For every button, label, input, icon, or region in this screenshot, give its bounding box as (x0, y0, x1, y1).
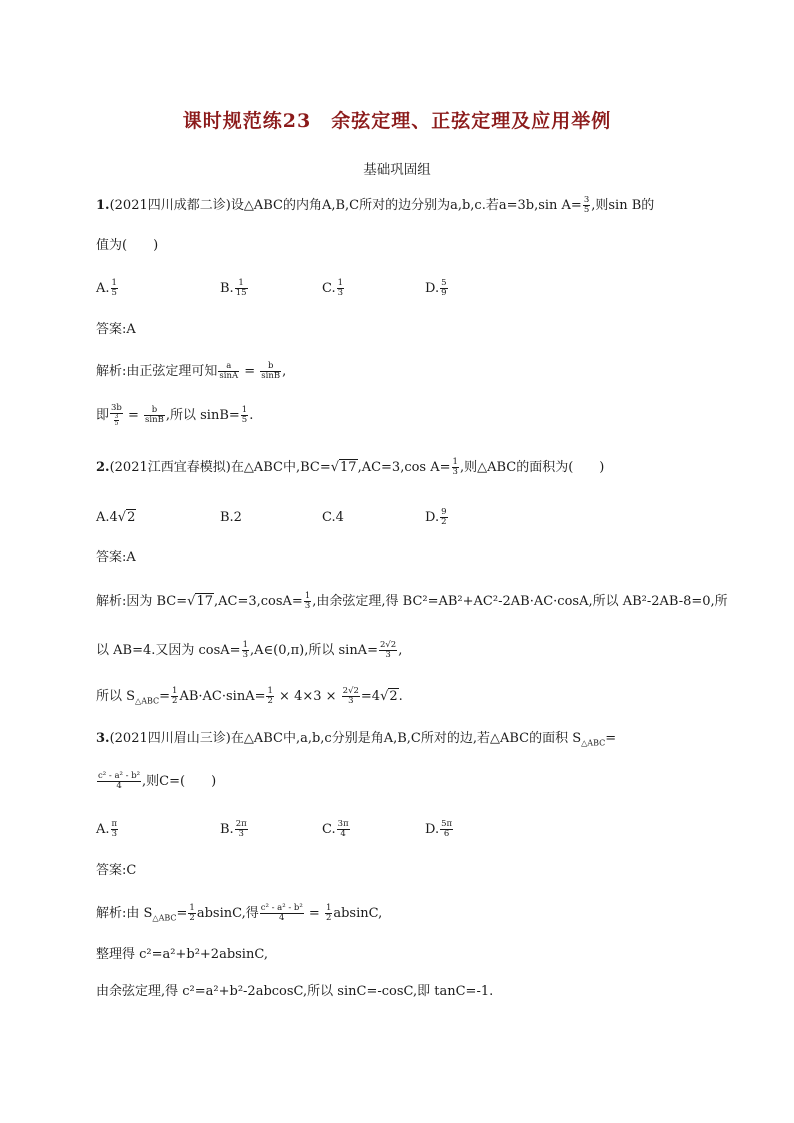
q3-option-a: A. $\frac{\pi}{3}$ (96, 819, 118, 839)
q2-solution-line1: 解析:因为 BC=√17,AC=3,cosA= $\frac{1}{3}$ ,由余弦定理,得 BC²=AB²+AC²-2AB·AC·cosA,所以 AB²-2AB-8=0,所 (96, 591, 728, 611)
q3-answer: 答案:C (96, 863, 137, 878)
section-heading: 基础巩固组 (363, 162, 431, 178)
q1-stem-line2: 值为( ) (96, 238, 159, 253)
q2-option-b: B.2 (220, 510, 242, 525)
q2-option-a: A.4√2 (96, 510, 136, 525)
q3-option-b: B. $\frac{2\pi}{3}$ (220, 819, 247, 839)
q3-stem-line2: $\frac{\text{c² - a² - b²}}{4}$ ,则C=( ) (98, 771, 217, 791)
q1-option-b: B. $\frac{1}{15}$ (220, 278, 247, 298)
q3-solution-line3: 由余弦定理,得 c²=a²+b²-2abcosC,所以 sinC=-cosC,即 tanC=-1. (96, 984, 494, 999)
page-title: 课时规范练23 余弦定理、正弦定理及应用举例 (182, 110, 612, 132)
q2-option-c: C.4 (322, 510, 344, 525)
q1-stem: 1.(2021四川成都二诊)设△ABC的内角A,B,C所对的边分别为a,b,c.若a=3b,sin A= $\frac{3}{5}$ ,则sin B的 (96, 195, 655, 215)
q1-option-d: D. $\frac{5}{9}$ (425, 278, 447, 298)
q1-option-a: A. $\frac{1}{5}$ (96, 278, 117, 298)
q2-solution-line2: 以 AB=4.又因为 cosA= $\frac{1}{3}$ ,A∈(0,π),所以 sinA= $\frac{2√2}{3}$ , (96, 640, 403, 660)
q2-solution-line3: 所以 $S_{\triangle ABC}=$ $\frac{1}{2}$ AB·AC·sinA= $\frac{1}{2}$ × 4×3 × $\frac{2√2}{3}$ =4√2. (96, 686, 403, 706)
q3-option-d: D. $\frac{5\pi}{6}$ (425, 819, 453, 839)
q2-stem: 2.(2021江西宜春模拟)在△ABC中,BC=√17,AC=3,cos A= $\frac{1}{3}$ ,则△ABC的面积为( ) (96, 457, 605, 477)
q2-option-d: D. $\frac{9}{2}$ (425, 507, 447, 527)
q3-option-c: C. $\frac{3\pi}{4}$ (322, 819, 349, 839)
q1-solution-line2: 即 $\frac{3b}{\frac{3}{5}}$ = $\frac{b}{\sin B}$ ,所以 sinB= $\frac{1}{5}$ . (96, 403, 254, 427)
q3-solution-line1: 解析:由 $S_{\triangle ABC}=$ $\frac{1}{2}$ absinC,得 $\frac{\text{c² - a² - b²}}{4}$ = $\frac{1}{2}$ absinC, (96, 903, 383, 923)
q2-answer: 答案:A (96, 550, 136, 565)
q1-answer: 答案:A (96, 322, 136, 337)
q3-solution-line2: 整理得 c²=a²+b²+2absinC, (96, 947, 268, 962)
q3-stem: 3.(2021四川眉山三诊)在△ABC中,a,b,c分别是角A,B,C所对的边,若△ABC的面积 $S_{\triangle ABC}=$ (96, 731, 617, 748)
fraction: $\frac{3}{5}$ (583, 195, 590, 215)
q1-solution-line1: 解析:由正弦定理可知 $\frac{a}{\sin A}$ = $\frac{b}{\sin B}$ , (96, 361, 287, 381)
q1-option-c: C. $\frac{1}{3}$ (322, 278, 344, 298)
